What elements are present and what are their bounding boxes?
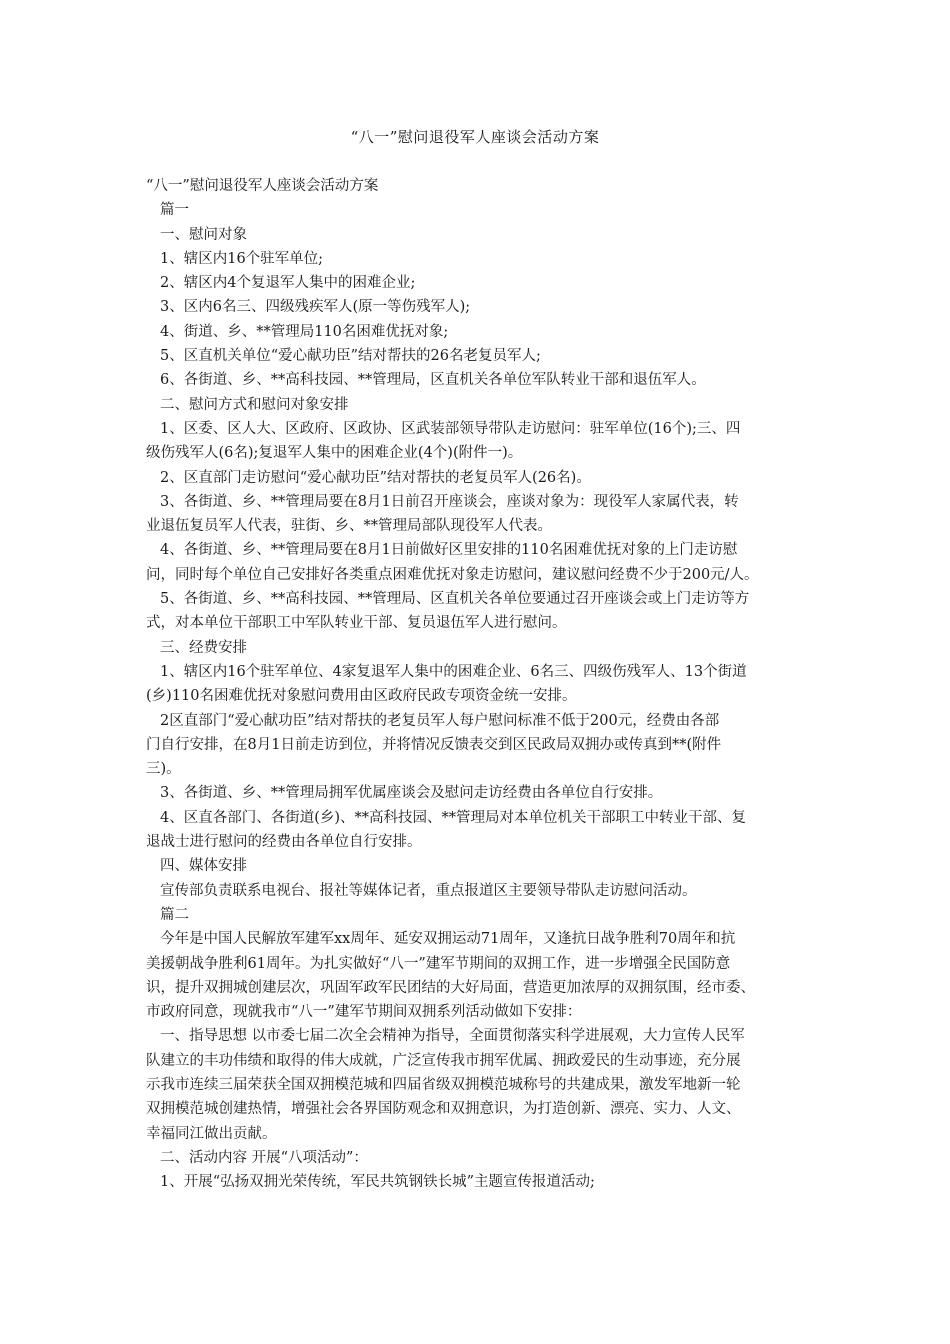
text-line: 5、各街道、乡、**高科技园、**管理局、区直机关各单位要通过召开座谈会或上门走访等方 — [160, 591, 750, 608]
document-body — [146, 174, 814, 1194]
text-line: 队建立的丰功伟绩和取得的伟大成就，广泛宣传我市拥军优属、拥政爱民的生动事迹，充分展 — [146, 1052, 741, 1069]
text-line: 业退伍复员军人代表，驻街、乡、**管理局部队现役军人代表。 — [146, 518, 552, 535]
text-line: (乡)110名困难优抚对象慰问费用由区政府民政专项资金统一安排。 — [146, 688, 577, 705]
text-line: 4、区直各部门、各街道(乡)、**高科技园、**管理局对本单位机关干部职工中转业干部、复 — [160, 809, 747, 826]
text-line: 2区直部门“爱心献功臣”结对帮扶的老复员军人每户慰问标准不低于200元，经费由各部 — [160, 712, 720, 729]
text-line: 篇一 — [160, 202, 189, 219]
text-line: 一、慰问对象 — [160, 226, 247, 243]
text-line: 1、开展“弘扬双拥光荣传统，军民共筑钢铁长城”主题宣传报道活动; — [160, 1174, 595, 1191]
text-line: 四、媒体安排 — [160, 858, 247, 875]
text-line: “八一”慰问退役军人座谈会活动方案 — [146, 178, 379, 194]
text-line: 级伤残军人(6名);复退军人集中的困难企业(4个)(附件一)。 — [146, 445, 523, 462]
text-line: 识，提升双拥城创建层次，巩固军政军民团结的大好局面，营造更加浓厚的双拥氛围，经市委、 — [146, 979, 755, 996]
text-line: 美援朝战争胜利61周年。为扎实做好“八一”建军节期间的双拥工作，进一步增强全民国防意 — [146, 955, 731, 972]
text-line: 退战士进行慰问的经费由各单位自行安排。 — [146, 834, 422, 851]
text-line: 三)。 — [146, 761, 181, 778]
text-line: 双拥模范城创建热情，增强社会各界国防观念和双拥意识，为打造创新、漂亮、实力、人文、 — [146, 1101, 741, 1118]
text-line: 门自行安排，在8月1日前走访到位，并将情况反馈表交到区民政局双拥办或传真到**(附件 — [146, 736, 722, 753]
text-line: 6、各街道、乡、**高科技园、**管理局，区直机关各单位军队转业干部和退伍军人。 — [160, 372, 706, 389]
text-line: 二、慰问方式和慰问对象安排 — [160, 396, 349, 413]
text-line: 2、区直部门走访慰问“爱心献功臣”结对帮扶的老复员军人(26名)。 — [160, 469, 591, 486]
text-line: 4、街道、乡、**管理局110名困难优抚对象; — [160, 323, 449, 340]
text-line: 1、辖区内16个驻军单位; — [160, 250, 324, 267]
text-line: 3、区内6名三、四级残疾军人(原一等伤残军人); — [160, 299, 471, 316]
text-line: 5、区直机关单位“爱心献功臣”结对帮扶的26名老复员军人; — [160, 348, 541, 365]
text-line: 1、区委、区人大、区政府、区政协、区武装部领导带队走访慰问：驻军单位(16个);三、四 — [160, 420, 741, 437]
text-line: 问，同时每个单位自己安排好各类重点困难优抚对象走访慰问，建议慰问经费不少于200元/人。 — [146, 566, 759, 583]
text-line: 今年是中国人民解放军建军xx周年、延安双拥运动71周年，又逢抗日战争胜利70周年和抗 — [160, 931, 736, 948]
text-line: 3、各街道、乡、**管理局要在8月1日前召开座谈会，座谈对象为：现役军人家属代表，转 — [160, 493, 739, 510]
text-line: 示我市连续三届荣获全国双拥模范城和四届省级双拥模范城称号的共建成果，激发军地新一轮 — [146, 1076, 741, 1093]
text-line: 三、经费安排 — [160, 639, 247, 656]
text-line: 宣传部负责联系电视台、报社等媒体记者，重点报道区主要领导带队走访慰问活动。 — [160, 882, 697, 899]
document-title: “八一”慰问退役军人座谈会活动方案 — [350, 128, 600, 146]
text-line: 3、各街道、乡、**管理局拥军优属座谈会及慰问走访经费由各单位自行安排。 — [160, 785, 663, 802]
text-line: 式，对本单位干部职工中军队转业干部、复员退伍军人进行慰问。 — [146, 615, 567, 632]
text-line: 2、辖区内4个复退军人集中的困难企业; — [160, 275, 416, 292]
text-line: 1、辖区内16个驻军单位、4家复退军人集中的困难企业、6名三、四级伤残军人、13个街道 — [160, 663, 747, 680]
text-line: 二、活动内容 开展“八项活动”： — [160, 1149, 368, 1166]
text-line: 篇二 — [160, 906, 189, 923]
text-line: 4、各街道、乡、**管理局要在8月1日前做好区里安排的110名困难优抚对象的上门走访慰 — [160, 542, 738, 559]
text-line: 市政府同意，现就我市“八一”建军节期间双拥系列活动做如下安排： — [146, 1004, 582, 1021]
text-line: 一、指导思想 以市委七届二次全会精神为指导，全面贯彻落实科学进展观，大力宣传人民军 — [160, 1028, 745, 1045]
text-line: 幸福同江做出贡献。 — [146, 1125, 277, 1142]
